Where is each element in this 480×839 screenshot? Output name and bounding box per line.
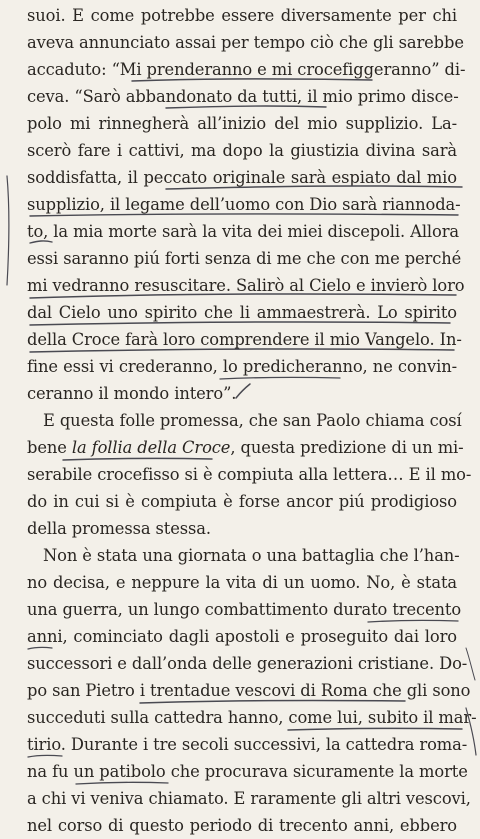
text-line: supplizio, il legame dell’uomo con Dio sarà riannoda- xyxy=(27,195,461,214)
text-line: della promessa stessa. xyxy=(27,519,211,538)
text-line: tirio. Durante i tre secoli successivi, la cattedra roma- xyxy=(27,735,468,754)
text-line: della Croce farà loro comprendere il mio Vangelo. In- xyxy=(27,330,462,349)
text-line: fine essi vi crederanno, lo predicheranno, ne convin- xyxy=(27,357,457,376)
text-line: mi vedranno resuscitare. Salirò al Cielo e invierò loro xyxy=(27,276,465,295)
text-line: essi saranno piú forti senza di me che con me perché xyxy=(27,249,462,268)
text-line: do in cui si è compiuta è forse ancor piú prodigioso xyxy=(27,492,457,511)
text-line: suoi. E come potrebbe essere diversamente per chi xyxy=(27,6,457,25)
text-fragment: bene xyxy=(27,438,72,457)
text-line: succeduti sulla cattedra hanno, come lui, subito il mar- xyxy=(27,708,477,727)
text-line-with-italic xyxy=(27,434,464,461)
text-line: polo mi rinnegherà all’inizio del mio supplizio. La- xyxy=(27,114,457,133)
paragraph-first-line: Non è stata una giornata o una battaglia che l’han- xyxy=(43,546,460,565)
paragraph-first-line: E questa folle promessa, che san Paolo chiama cosí xyxy=(43,411,462,430)
text-fragment: , questa predizione di un mi- xyxy=(230,438,464,457)
text-line: anni, cominciato dagli apostoli e proseguito dai loro xyxy=(27,627,457,646)
text-line: scerò fare i cattivi, ma dopo la giustizia divina sarà xyxy=(27,141,457,160)
text-line: serabile crocefisso si è compiuta alla lettera… E il mo- xyxy=(27,465,472,484)
text-line: no decisa, e neppure la vita di un uomo. No, è stata xyxy=(27,573,457,592)
text-line: ceva. “Sarò abbandonato da tutti, il mio primo disce- xyxy=(27,87,459,106)
margin-stroke xyxy=(7,176,9,285)
italic-phrase: la follia della Croce xyxy=(71,438,231,457)
text-line: ceranno il mondo intero”. xyxy=(27,384,237,403)
text-line: soddisfatta, il peccato originale sarà espiato dal mio xyxy=(27,168,457,187)
text-line: na fu un patibolo che procurava sicuramente la morte xyxy=(27,762,468,781)
text-line: a chi vi veniva chiamato. E raramente gli altri vescovi, xyxy=(27,789,471,808)
text-line: po san Pietro i trentadue vescovi di Roma che gli sono xyxy=(27,681,471,700)
text-line: successori e dall’onda delle generazioni cristiane. Do- xyxy=(27,654,468,673)
text-line: nel corso di questo periodo di trecento anni, ebbero xyxy=(27,816,457,835)
text-line: accaduto: “Mi prenderanno e mi crocefiggeranno” di- xyxy=(27,60,466,79)
margin-stroke xyxy=(466,648,475,680)
text-line: una guerra, un lungo combattimento durato trecento xyxy=(27,600,462,619)
text-line: aveva annunciato assai per tempo ciò che gli sarebbe xyxy=(27,33,464,52)
text-line: dal Cielo uno spirito che li ammaestrerà. Lo spirito xyxy=(27,303,457,322)
text-line: to, la mia morte sarà la vita dei miei discepoli. Allora xyxy=(27,222,460,241)
